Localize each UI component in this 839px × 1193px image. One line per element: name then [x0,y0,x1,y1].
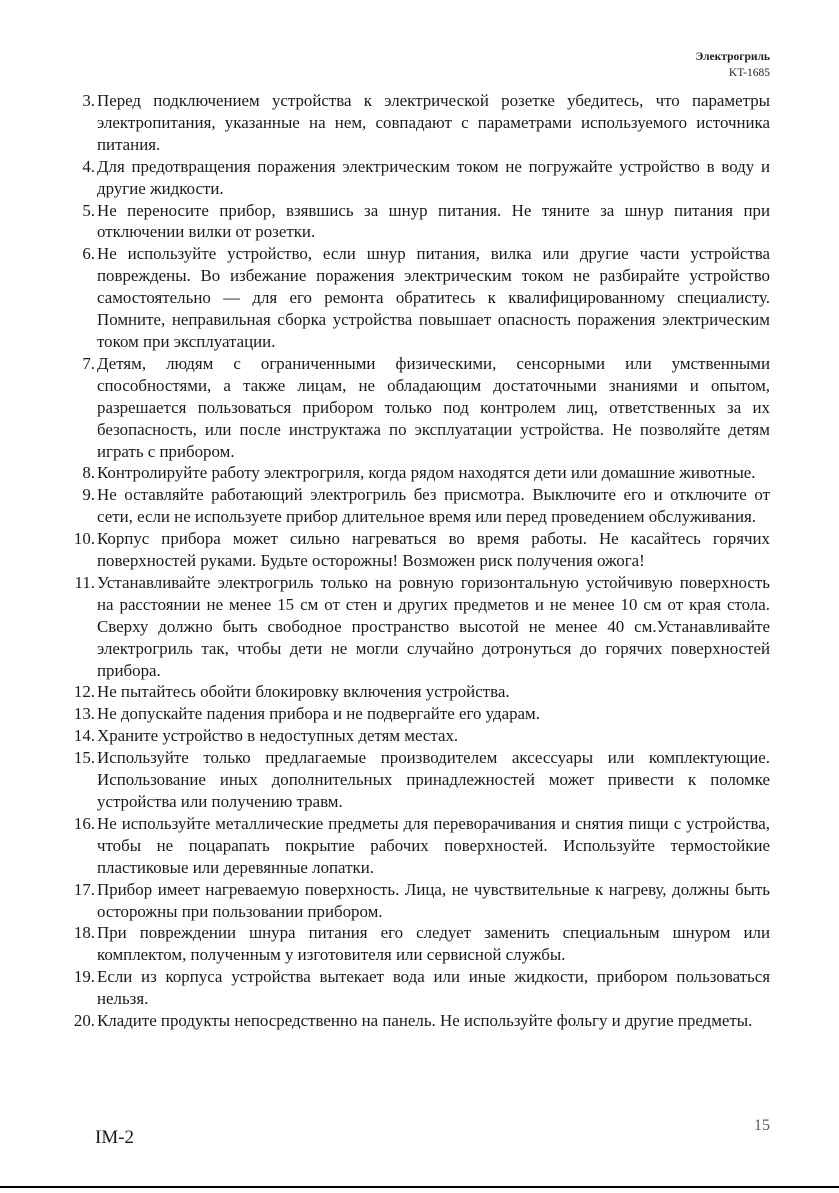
item-text: Кладите продукты непосредственно на панель. Не используйте фольгу и другие предметы. [97,1011,753,1031]
list-item [62,243,770,353]
item-number: 11. [74,572,95,592]
item-number: 12. [73,682,95,702]
item-text: Детям, людям с ограниченными физическими, сенсорными или умственными способностями, а также лицам, не обладающим достаточными знаниями и опытом, разрешается пользоваться прибором только под контролем лиц, ответственных за их безопасность, или после инструктажа по эксплуатации устройства. Не позволяйте детям играть с прибором. [97,353,770,461]
item-text: Используйте только предлагаемые производителем аксессуары или комплектующие. Использование иных дополнительных принадлежностей может привести к поломке устройства или получению травм. [97,748,770,811]
safety-instructions-list [62,90,770,1032]
item-text: Корпус прибора может сильно нагреваться во время работы. Не касайтесь горячих поверхностей руками. Будьте осторожны! Возможен риск получения ожога! [97,529,770,571]
bottom-edge-rule [0,1186,839,1188]
header-model: KT-1685 [728,67,770,79]
item-number: 18. [73,923,95,943]
running-header [695,49,770,81]
list-item [62,462,770,484]
item-text: Устанавливайте электрогриль только на ровную горизонтальную устойчивую поверхность на расстоянии не менее 15 см от стен и других предметов и не менее 10 см от края стола. Сверху должно быть свободное пространство высотой не менее 40 см.Устанавливайте электрогриль так, чтобы дети не могли случайно дотронуться до горячих поверхностей прибора. [97,572,770,680]
item-number: 8. [82,463,95,483]
item-number: 6. [82,244,95,264]
item-text: Перед подключением устройства к электрической розетке убедитесь, что параметры электропитания, указанные на нем, совпадают с параметрами используемого источника питания. [97,91,770,154]
list-item [62,725,770,747]
item-text: Не оставляйте работающий электрогриль без присмотра. Выключите его и отключите от сети, если не используете прибор длительное время или перед проведением обслуживания. [97,485,770,527]
item-text: Если из корпуса устройства вытекает вода или иные жидкости, прибором пользоваться нельзя. [97,967,770,1009]
item-number: 17. [73,879,95,899]
list-item [62,528,770,572]
item-number: 9. [82,485,95,505]
item-number: 13. [73,704,95,724]
list-item [62,484,770,528]
item-number: 7. [82,353,95,373]
item-text: Для предотвращения поражения электрическим током не погружайте устройство в воду и другие жидкости. [97,156,770,198]
list-item [62,966,770,1010]
item-number: 16. [73,813,95,833]
list-item [62,681,770,703]
item-text: Контролируйте работу электрогриля, когда рядом находятся дети или домашние животные. [97,463,756,483]
item-number: 15. [73,748,95,768]
list-item [62,156,770,200]
item-text: Прибор имеет нагреваемую поверхность. Лица, не чувствительные к нагреву, должны быть осторожны при пользовании прибором. [97,879,770,921]
list-item [62,353,770,463]
item-text: Храните устройство в недоступных детям местах. [97,726,459,746]
item-text: Не используйте металлические предметы для переворачивания и снятия пищи с устройства, чтобы не поцарапать покрытие рабочих поверхностей. Используйте термостойкие пластиковые или деревянные лопатки. [97,813,770,877]
item-text: При повреждении шнура питания его следует заменить специальным шнуром или комплектом, полученным у изготовителя или сервисной службы. [97,923,770,965]
list-item [62,879,770,923]
item-number: 3. [82,91,95,110]
list-item [62,703,770,725]
item-number: 4. [82,156,95,176]
item-number: 10. [73,529,95,549]
list-item [62,922,770,966]
list-item [62,1010,770,1032]
item-number: 5. [82,200,95,220]
item-text: Не переносите прибор, взявшись за шнур питания. Не тяните за шнур питания при отключении вилки от розетки. [97,200,770,242]
list-item [62,90,770,156]
document-code: IM-2 [95,1127,135,1148]
item-text: Не используйте устройство, если шнур питания, вилка или другие части устройства повреждены. Во избежание поражения электрическим током не разбирайте устройство самостоятельно — для его ремонта обратитесь к квалифицированному специалисту. Помните, неправильная сборка устройства повышает опасность поражения электрическим током при эксплуатации. [97,244,770,351]
item-text: Не пытайтесь обойти блокировку включения устройства. [97,682,510,702]
item-number: 14. [73,726,95,746]
item-number: 20. [73,1011,95,1031]
page-number: 15 [754,1117,770,1134]
header-title: Электрогриль [695,51,770,63]
list-item [62,813,770,879]
item-number: 19. [73,967,95,987]
list-item [62,747,770,813]
list-item [62,200,770,244]
item-text: Не допускайте падения прибора и не подвергайте его ударам. [97,704,540,724]
list-item [62,572,770,682]
